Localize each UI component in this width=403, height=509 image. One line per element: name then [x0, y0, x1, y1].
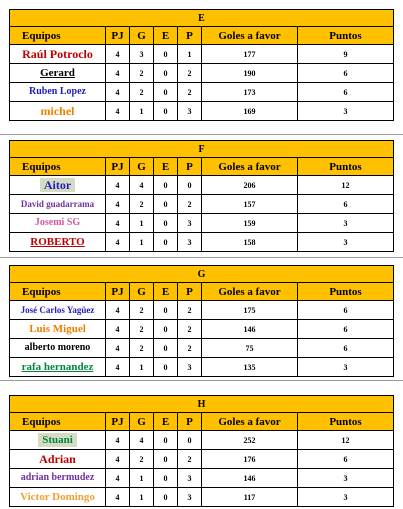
- drawn-cell: 0: [154, 45, 178, 64]
- table-row: [10, 488, 394, 507]
- group-g-standings: [9, 265, 393, 377]
- header-lost: P: [178, 413, 202, 431]
- header-won: G: [130, 158, 154, 176]
- header-points: Puntos: [298, 158, 394, 176]
- team-cell: [10, 450, 106, 469]
- standings-table: [9, 265, 394, 377]
- played-cell: 4: [106, 320, 130, 339]
- drawn-cell: 0: [154, 195, 178, 214]
- won-cell: 1: [130, 488, 154, 507]
- header-row: [10, 283, 394, 301]
- goals-for-cell: 159: [202, 214, 298, 233]
- drawn-cell: 0: [154, 233, 178, 252]
- lost-cell: 3: [178, 102, 202, 121]
- played-cell: 4: [106, 195, 130, 214]
- team-cell: [10, 431, 106, 450]
- played-cell: 4: [106, 469, 130, 488]
- goals-for-cell: 173: [202, 83, 298, 102]
- points-cell: 6: [298, 320, 394, 339]
- lost-cell: 2: [178, 83, 202, 102]
- team-cell: [10, 45, 106, 64]
- drawn-cell: 0: [154, 488, 178, 507]
- goals-for-cell: 190: [202, 64, 298, 83]
- won-cell: 3: [130, 45, 154, 64]
- group-h-standings: [9, 395, 393, 507]
- won-cell: 1: [130, 214, 154, 233]
- group-title-row: [10, 266, 394, 283]
- header-goals-for: Goles a favor: [202, 27, 298, 45]
- table-row: [10, 102, 394, 121]
- won-cell: 2: [130, 64, 154, 83]
- won-cell: 2: [130, 195, 154, 214]
- goals-for-cell: 177: [202, 45, 298, 64]
- team-cell: [10, 339, 106, 358]
- group-f-standings: [9, 140, 393, 252]
- team-cell: [10, 176, 106, 195]
- header-lost: P: [178, 158, 202, 176]
- played-cell: 4: [106, 102, 130, 121]
- team-cell: [10, 469, 106, 488]
- team-name: alberto moreno: [24, 342, 91, 353]
- played-cell: 4: [106, 488, 130, 507]
- points-cell: 12: [298, 176, 394, 195]
- header-drawn: E: [154, 158, 178, 176]
- won-cell: 2: [130, 83, 154, 102]
- goals-for-cell: 157: [202, 195, 298, 214]
- header-won: G: [130, 27, 154, 45]
- separator-line: [0, 134, 403, 135]
- drawn-cell: 0: [154, 339, 178, 358]
- played-cell: 4: [106, 339, 130, 358]
- header-drawn: E: [154, 413, 178, 431]
- header-played: PJ: [106, 27, 130, 45]
- drawn-cell: 0: [154, 64, 178, 83]
- team-name: José Carlos Yagüez: [20, 305, 95, 315]
- points-cell: 6: [298, 195, 394, 214]
- played-cell: 4: [106, 83, 130, 102]
- standings-table: [9, 395, 394, 507]
- header-team: Equipos: [10, 158, 106, 176]
- table-row: [10, 469, 394, 488]
- lost-cell: 2: [178, 450, 202, 469]
- header-played: PJ: [106, 283, 130, 301]
- drawn-cell: 0: [154, 469, 178, 488]
- lost-cell: 2: [178, 301, 202, 320]
- team-cell: [10, 64, 106, 83]
- team-cell: [10, 83, 106, 102]
- table-row: [10, 233, 394, 252]
- team-name: adrian bermudez: [20, 472, 95, 483]
- played-cell: 4: [106, 431, 130, 450]
- team-name: ROBERTO: [30, 236, 85, 248]
- team-cell: [10, 320, 106, 339]
- lost-cell: 3: [178, 469, 202, 488]
- header-row: [10, 27, 394, 45]
- header-drawn: E: [154, 283, 178, 301]
- table-row: [10, 431, 394, 450]
- table-row: [10, 64, 394, 83]
- drawn-cell: 0: [154, 102, 178, 121]
- table-row: [10, 83, 394, 102]
- won-cell: 2: [130, 339, 154, 358]
- played-cell: 4: [106, 214, 130, 233]
- header-points: Puntos: [298, 283, 394, 301]
- header-won: G: [130, 283, 154, 301]
- points-cell: 6: [298, 64, 394, 83]
- group-title: F: [10, 141, 394, 158]
- goals-for-cell: 135: [202, 358, 298, 377]
- header-team: Equipos: [10, 27, 106, 45]
- points-cell: 3: [298, 469, 394, 488]
- team-name: Josemi SG: [34, 217, 81, 228]
- header-played: PJ: [106, 158, 130, 176]
- goals-for-cell: 75: [202, 339, 298, 358]
- header-won: G: [130, 413, 154, 431]
- team-cell: [10, 488, 106, 507]
- team-name: Victor Domingo: [20, 491, 95, 503]
- standings-table: [9, 140, 394, 252]
- separator-line: [0, 380, 403, 381]
- header-lost: P: [178, 27, 202, 45]
- group-title-row: [10, 10, 394, 27]
- won-cell: 2: [130, 301, 154, 320]
- played-cell: 4: [106, 301, 130, 320]
- points-cell: 12: [298, 431, 394, 450]
- header-points: Puntos: [298, 413, 394, 431]
- table-row: [10, 339, 394, 358]
- header-lost: P: [178, 283, 202, 301]
- drawn-cell: 0: [154, 214, 178, 233]
- points-cell: 6: [298, 450, 394, 469]
- team-cell: [10, 233, 106, 252]
- goals-for-cell: 169: [202, 102, 298, 121]
- header-played: PJ: [106, 413, 130, 431]
- lost-cell: 3: [178, 358, 202, 377]
- drawn-cell: 0: [154, 83, 178, 102]
- drawn-cell: 0: [154, 301, 178, 320]
- team-name: Luis Miguel: [29, 323, 86, 335]
- table-row: [10, 45, 394, 64]
- points-cell: 6: [298, 301, 394, 320]
- played-cell: 4: [106, 45, 130, 64]
- drawn-cell: 0: [154, 176, 178, 195]
- points-cell: 9: [298, 45, 394, 64]
- points-cell: 3: [298, 233, 394, 252]
- won-cell: 2: [130, 320, 154, 339]
- team-cell: [10, 358, 106, 377]
- won-cell: 1: [130, 469, 154, 488]
- lost-cell: 1: [178, 45, 202, 64]
- header-goals-for: Goles a favor: [202, 283, 298, 301]
- team-name: David guadarrama: [20, 199, 95, 209]
- won-cell: 1: [130, 358, 154, 377]
- team-cell: [10, 195, 106, 214]
- team-name: Ruben Lopez: [29, 86, 86, 97]
- played-cell: 4: [106, 358, 130, 377]
- points-cell: 6: [298, 83, 394, 102]
- goals-for-cell: 176: [202, 450, 298, 469]
- played-cell: 4: [106, 176, 130, 195]
- header-row: [10, 158, 394, 176]
- table-row: [10, 214, 394, 233]
- header-goals-for: Goles a favor: [202, 413, 298, 431]
- points-cell: 6: [298, 339, 394, 358]
- won-cell: 4: [130, 176, 154, 195]
- team-cell: [10, 301, 106, 320]
- played-cell: 4: [106, 64, 130, 83]
- separator-line: [0, 257, 403, 258]
- team-name: Stuani: [38, 433, 77, 447]
- group-title-row: [10, 141, 394, 158]
- goals-for-cell: 175: [202, 301, 298, 320]
- header-row: [10, 413, 394, 431]
- points-cell: 3: [298, 488, 394, 507]
- team-cell: [10, 214, 106, 233]
- team-name: michel: [40, 104, 75, 118]
- lost-cell: 2: [178, 320, 202, 339]
- table-row: [10, 176, 394, 195]
- team-name: rafa hernandez: [21, 361, 94, 373]
- table-row: [10, 301, 394, 320]
- drawn-cell: 0: [154, 320, 178, 339]
- goals-for-cell: 206: [202, 176, 298, 195]
- lost-cell: 2: [178, 195, 202, 214]
- won-cell: 2: [130, 450, 154, 469]
- header-team: Equipos: [10, 283, 106, 301]
- lost-cell: 2: [178, 64, 202, 83]
- team-name: Raúl Potroclo: [22, 47, 93, 61]
- lost-cell: 0: [178, 176, 202, 195]
- goals-for-cell: 117: [202, 488, 298, 507]
- won-cell: 4: [130, 431, 154, 450]
- table-row: [10, 195, 394, 214]
- goals-for-cell: 146: [202, 320, 298, 339]
- group-e-standings: [9, 9, 393, 121]
- points-cell: 3: [298, 214, 394, 233]
- team-name: Adrian: [39, 452, 76, 466]
- won-cell: 1: [130, 233, 154, 252]
- won-cell: 1: [130, 102, 154, 121]
- drawn-cell: 0: [154, 450, 178, 469]
- drawn-cell: 0: [154, 431, 178, 450]
- team-name: Aitor: [40, 178, 75, 192]
- header-team: Equipos: [10, 413, 106, 431]
- goals-for-cell: 252: [202, 431, 298, 450]
- group-title: E: [10, 10, 394, 27]
- header-points: Puntos: [298, 27, 394, 45]
- goals-for-cell: 146: [202, 469, 298, 488]
- lost-cell: 3: [178, 233, 202, 252]
- team-cell: [10, 102, 106, 121]
- group-title-row: [10, 396, 394, 413]
- lost-cell: 2: [178, 339, 202, 358]
- standings-table: [9, 9, 394, 121]
- table-row: [10, 358, 394, 377]
- goals-for-cell: 158: [202, 233, 298, 252]
- played-cell: 4: [106, 450, 130, 469]
- drawn-cell: 0: [154, 358, 178, 377]
- played-cell: 4: [106, 233, 130, 252]
- lost-cell: 0: [178, 431, 202, 450]
- lost-cell: 3: [178, 214, 202, 233]
- group-title: G: [10, 266, 394, 283]
- lost-cell: 3: [178, 488, 202, 507]
- table-row: [10, 450, 394, 469]
- points-cell: 3: [298, 358, 394, 377]
- team-name: Gerard: [40, 67, 75, 79]
- points-cell: 3: [298, 102, 394, 121]
- header-goals-for: Goles a favor: [202, 158, 298, 176]
- group-title: H: [10, 396, 394, 413]
- header-drawn: E: [154, 27, 178, 45]
- table-row: [10, 320, 394, 339]
